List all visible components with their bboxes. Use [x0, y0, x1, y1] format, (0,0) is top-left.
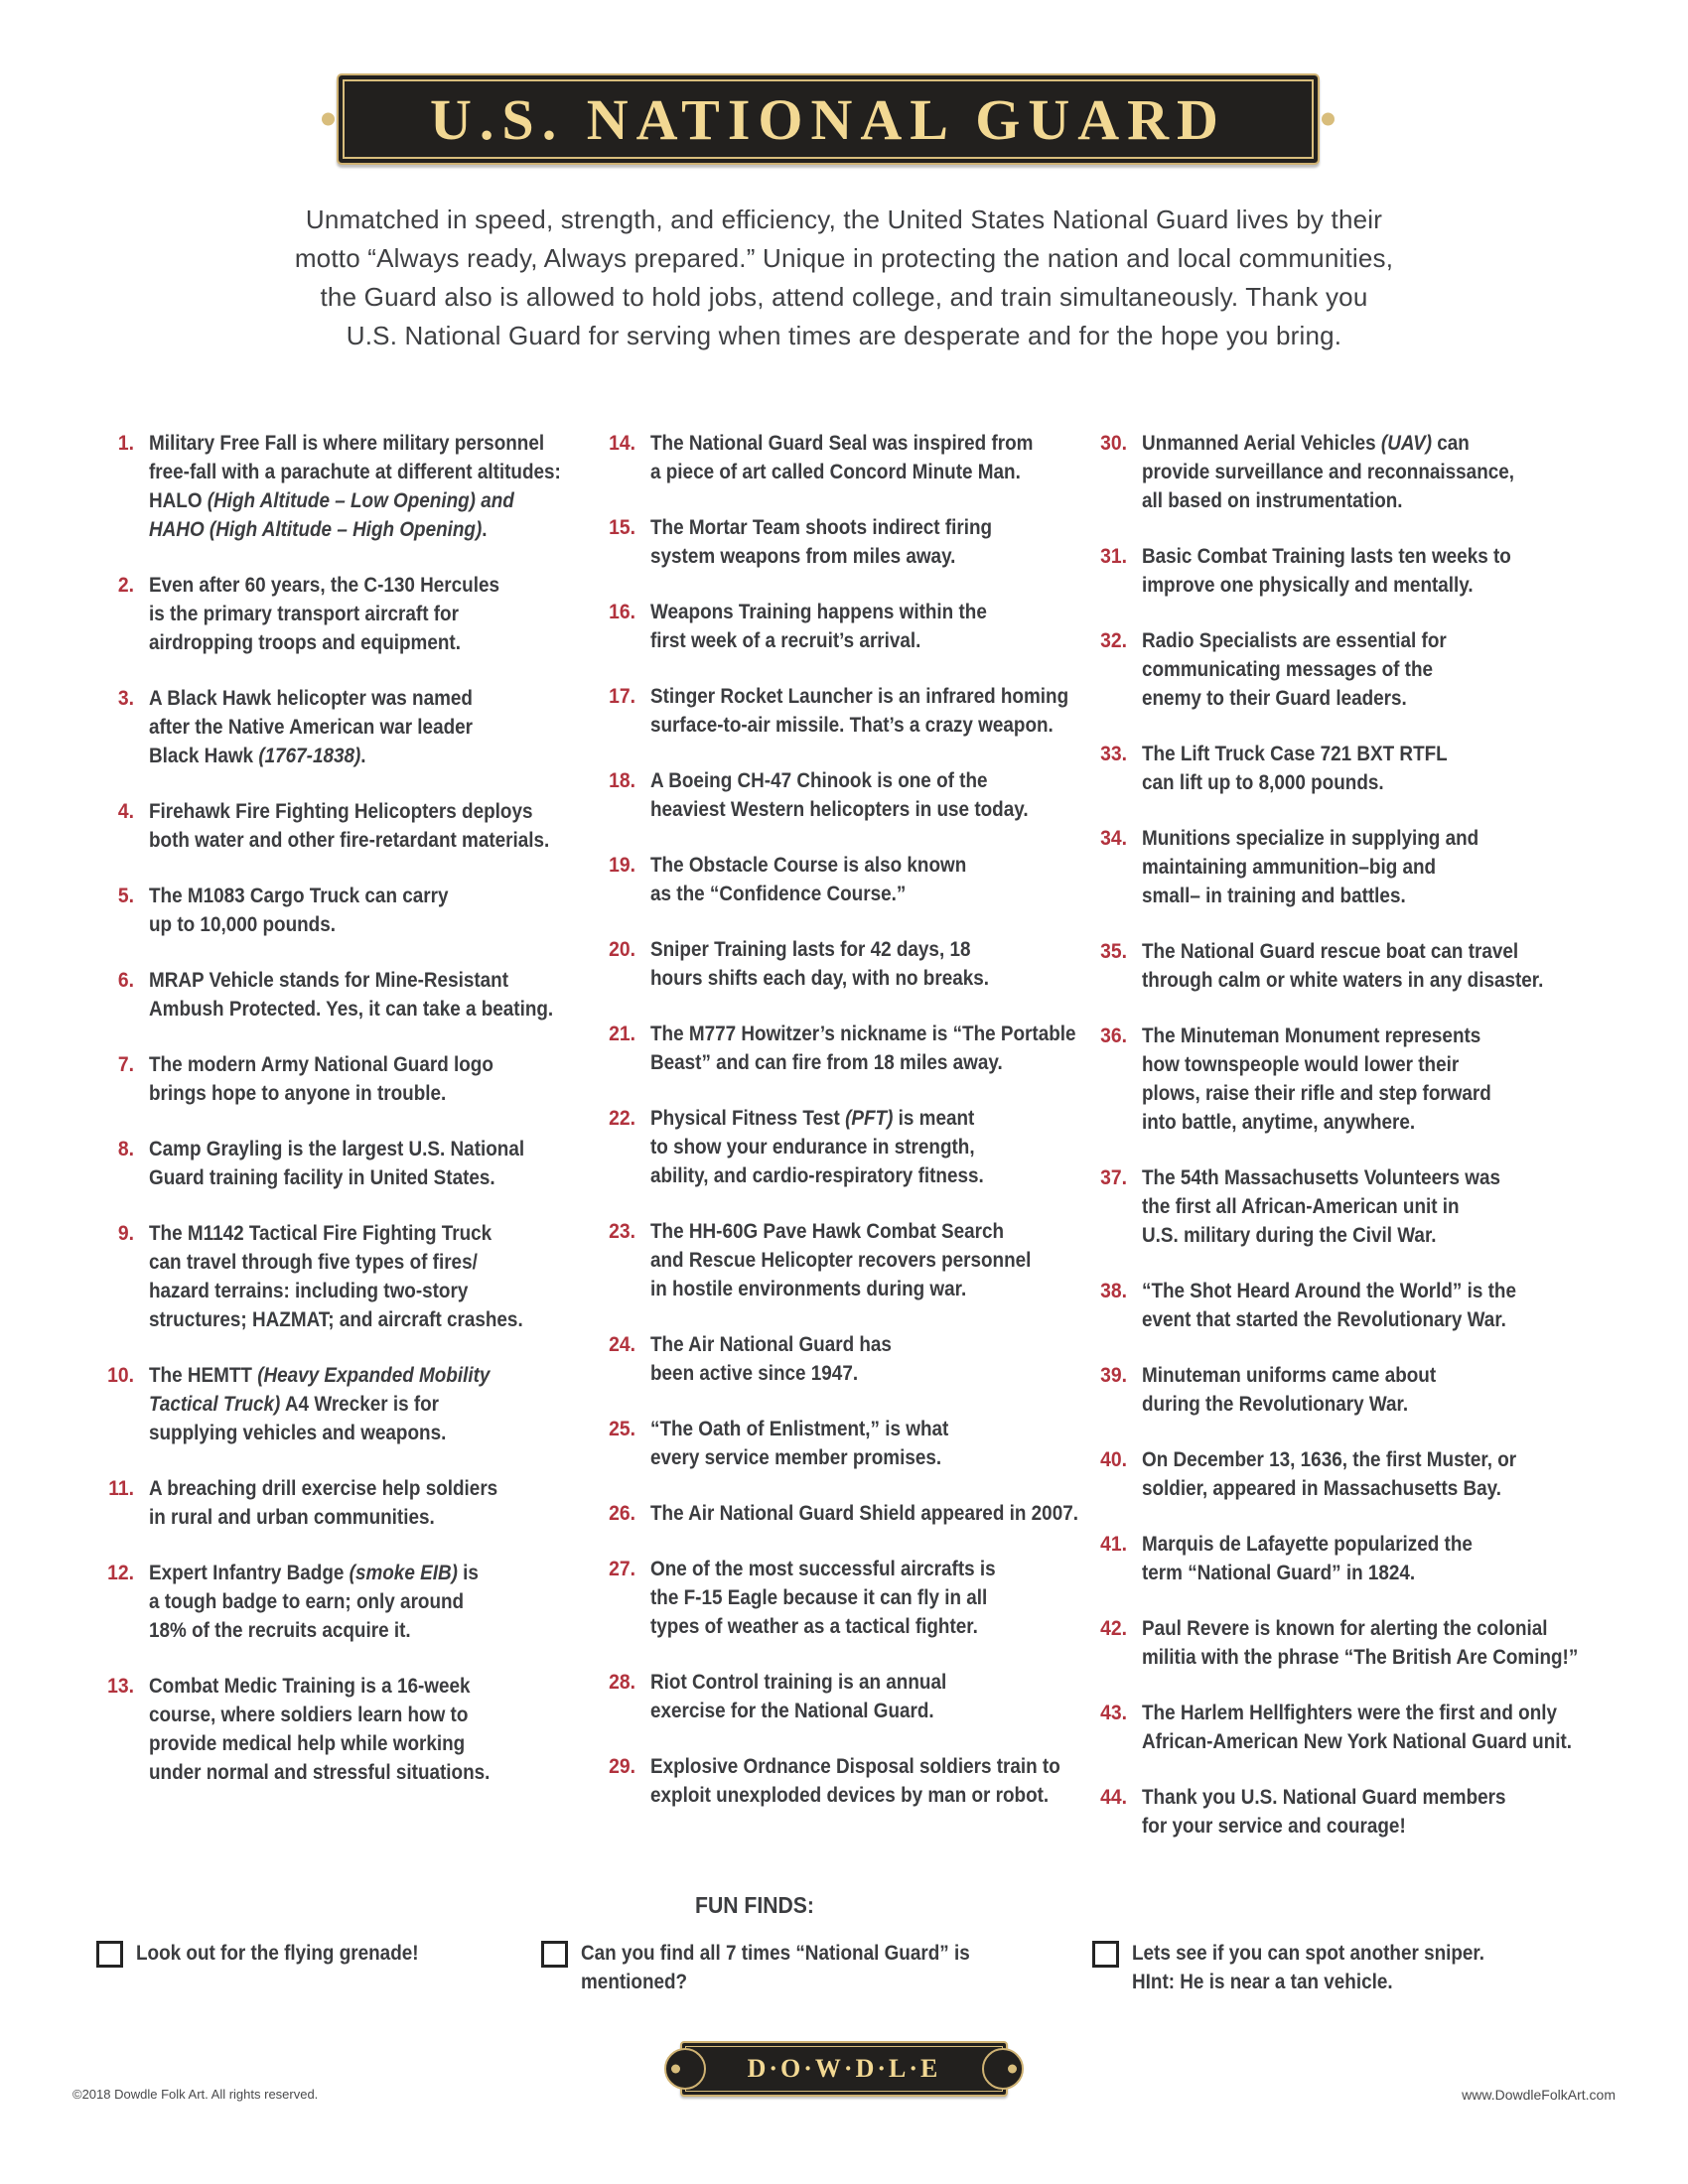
fact-text-line: communicating messages of the: [1142, 658, 1434, 681]
fact-text-line: both water and other fire-retardant materials.: [149, 829, 550, 852]
fact-number: 19.: [609, 854, 635, 877]
fact-number: 36.: [1100, 1024, 1127, 1047]
fun-find-item: [541, 1939, 1013, 1996]
fact-text-line: free-fall with a parachute at different altitudes:: [149, 461, 561, 483]
fact-text-line: African-American New York National Guard unit.: [1142, 1730, 1573, 1753]
fact-text-line: Physical Fitness Test (PFT) is meant: [650, 1107, 975, 1130]
fact-text-line: Even after 60 years, the C-130 Hercules: [149, 574, 499, 597]
fact-number: 37.: [1100, 1166, 1127, 1189]
fact-text-line: The National Guard rescue boat can travel: [1142, 940, 1519, 963]
facts-column-3: [1072, 429, 1626, 1867]
fact-text-line: Weapons Training happens within the: [650, 601, 987, 623]
fact-number: 38.: [1100, 1280, 1127, 1302]
fact-text: [650, 598, 1024, 655]
fact-text: [650, 1330, 918, 1388]
intro-paragraph: [0, 201, 1688, 355]
fact-item: [1072, 824, 1626, 910]
fact-text: [149, 571, 538, 657]
fact-text-line: during the Revolutionary War.: [1142, 1393, 1409, 1416]
fact-text-line: The M1083 Cargo Truck can carry: [149, 885, 449, 907]
fact-text-line: The M1142 Tactical Fire Fighting Truck: [149, 1222, 492, 1245]
fact-number: 6.: [117, 969, 134, 992]
fact-text-line: The Lift Truck Case 721 BXT RTFL: [1142, 743, 1448, 765]
fact-text-line: Black Hawk (1767-1838).: [149, 745, 366, 767]
fact-text: [1142, 1445, 1558, 1503]
fact-text-line: The Air National Guard has: [650, 1333, 892, 1356]
fact-text-line: enemy to their Guard leaders.: [1142, 687, 1407, 710]
fact-text-line: A Boeing CH-47 Chinook is one of the: [650, 769, 988, 792]
fact-number: 34.: [1100, 827, 1127, 850]
fact-text: [149, 1672, 528, 1787]
fact-number: 15.: [609, 516, 635, 539]
fact-text-line: provide medical help while working: [149, 1732, 466, 1755]
fact-text-line: brings hope to anyone in trouble.: [149, 1082, 447, 1105]
fact-item: [84, 1361, 607, 1447]
website-url: www.DowdleFolkArt.com: [1462, 2087, 1616, 2103]
fact-text-line: maintaining ammunition–big and: [1142, 856, 1437, 879]
fact-text-line: HALO (High Altitude – Low Opening) and: [149, 489, 514, 512]
fact-text-line: up to 10,000 pounds.: [149, 913, 336, 936]
fact-text-line: Guard training facility in United States.: [149, 1166, 495, 1189]
fact-item: [586, 935, 1126, 993]
facts-column-2: [586, 429, 1126, 1837]
fun-find-text-line: Can you find all 7 times “National Guard” is: [581, 1942, 970, 1965]
fact-text-line: Radio Specialists are essential for: [1142, 629, 1447, 652]
fact-text-line: in rural and urban communities.: [149, 1506, 435, 1529]
fact-item: [586, 1668, 1126, 1725]
fact-text-line: Stinger Rocket Launcher is an infrared homing: [650, 685, 1069, 708]
fact-text-line: exercise for the National Guard.: [650, 1700, 934, 1722]
fact-text-line: Marquis de Lafayette popularized the: [1142, 1533, 1473, 1556]
fact-text-line: through calm or white waters in any disaster.: [1142, 969, 1544, 992]
fact-text: [650, 682, 1115, 740]
fact-text-line: soldier, appeared in Massachusetts Bay.: [1142, 1477, 1502, 1500]
fact-text-line: airdropping troops and equipment.: [149, 631, 461, 654]
fact-text-line: exploit unexploded devices by man or robot.: [650, 1784, 1050, 1807]
fact-number: 7.: [117, 1053, 134, 1076]
fact-number: 3.: [117, 687, 134, 710]
fact-number: 31.: [1100, 545, 1127, 568]
fact-text-line: Firehawk Fire Fighting Helicopters deploys: [149, 800, 533, 823]
fact-number: 11.: [108, 1477, 134, 1500]
fact-text-line: The Obstacle Course is also known: [650, 854, 967, 877]
fact-number: 20.: [609, 938, 635, 961]
fact-text: [1142, 542, 1552, 600]
fact-item: [84, 882, 607, 939]
fact-number: 43.: [1100, 1702, 1127, 1724]
fact-text-line: Sniper Training lasts for 42 days, 18: [650, 938, 971, 961]
fact-text-line: Beast” and can fire from 18 miles away.: [650, 1051, 1003, 1074]
fact-item: [1072, 1445, 1626, 1503]
fact-item: [1072, 626, 1626, 713]
fact-number: 5.: [117, 885, 134, 907]
fact-item: [84, 966, 607, 1024]
fact-item: [586, 1415, 1126, 1472]
fact-number: 41.: [1100, 1533, 1127, 1556]
fact-text: [1142, 1361, 1469, 1419]
fact-text-line: A breaching drill exercise help soldiers: [149, 1477, 498, 1500]
fact-text: [1142, 1699, 1619, 1756]
fact-text-line: types of weather as a tactical fighter.: [650, 1615, 978, 1638]
fact-item: [586, 1330, 1126, 1388]
fact-text: [1142, 1614, 1626, 1672]
fact-text: [650, 1104, 1021, 1190]
fun-find-checkbox[interactable]: [96, 1941, 123, 1968]
fact-text-line: system weapons from miles away.: [650, 545, 956, 568]
fact-text-line: surface-to-air missile. That’s a crazy weapon.: [650, 714, 1054, 737]
fact-text: [650, 1555, 1034, 1641]
fact-item: [586, 513, 1126, 571]
fact-text: [1142, 1277, 1558, 1334]
fact-text: [1142, 1530, 1509, 1587]
fact-text-line: Paul Revere is known for alerting the colonial: [1142, 1617, 1548, 1640]
fact-text-line: been active since 1947.: [650, 1362, 859, 1385]
fact-item: [84, 1050, 607, 1108]
fact-text-line: The Mortar Team shoots indirect firing: [650, 516, 993, 539]
logo-right-ornament-icon: [1008, 2065, 1017, 2074]
fact-number: 29.: [609, 1755, 635, 1778]
fact-item: [586, 1499, 1126, 1528]
fact-text-line: On December 13, 1636, the first Muster, or: [1142, 1448, 1517, 1471]
fact-item: [1072, 429, 1626, 515]
fact-text-line: Camp Grayling is the largest U.S. National: [149, 1138, 525, 1160]
fact-text: [650, 1752, 1106, 1810]
fact-number: 30.: [1100, 432, 1127, 455]
fact-text-line: course, where soldiers learn how to: [149, 1704, 469, 1726]
fact-text-line: into battle, anytime, anywhere.: [1142, 1111, 1416, 1134]
fact-item: [84, 684, 607, 770]
fact-text-line: Riot Control training is an annual: [650, 1671, 947, 1694]
fact-item: [586, 851, 1126, 908]
fact-text-line: Basic Combat Training lasts ten weeks to: [1142, 545, 1511, 568]
dowdle-logo: [680, 2041, 1008, 2097]
facts-column-1: [84, 429, 607, 1814]
fact-text-line: Combat Medic Training is a 16-week: [149, 1675, 471, 1698]
fact-text-line: for your service and courage!: [1142, 1815, 1406, 1838]
fact-text-line: every service member promises.: [650, 1446, 942, 1469]
fact-item: [1072, 1163, 1626, 1250]
fact-number: 24.: [609, 1333, 635, 1356]
fact-text: [149, 1361, 528, 1447]
fact-text-line: “The Shot Heard Around the World” is the: [1142, 1280, 1516, 1302]
fact-text-line: MRAP Vehicle stands for Mine-Resistant: [149, 969, 508, 992]
fact-text-line: hazard terrains: including two-story: [149, 1280, 469, 1302]
fact-text-line: in hostile environments during war.: [650, 1278, 967, 1300]
fact-text: [149, 1474, 536, 1532]
fact-number: 44.: [1100, 1786, 1127, 1809]
fact-number: 27.: [609, 1558, 635, 1580]
fact-text-line: can lift up to 8,000 pounds.: [1142, 771, 1384, 794]
fact-item: [586, 1555, 1126, 1641]
fact-text-line: The Harlem Hellfighters were the first and only: [1142, 1702, 1558, 1724]
fact-text-line: heaviest Western helicopters in use today.: [650, 798, 1029, 821]
fact-item: [84, 1219, 607, 1334]
fact-item: [586, 1020, 1126, 1077]
fact-text-line: term “National Guard” in 1824.: [1142, 1562, 1416, 1584]
fact-text-line: Ambush Protected. Yes, it can take a beating.: [149, 998, 554, 1021]
intro-line: U.S. National Guard for serving when times are desperate and for the hope you bring.: [346, 321, 1342, 350]
dowdle-logo-text: D·O·W·D·L·E: [747, 2054, 941, 2083]
fun-find-checkbox[interactable]: [1092, 1941, 1119, 1968]
title-banner: [337, 73, 1320, 165]
fact-text: [1142, 429, 1556, 515]
fact-item: [586, 598, 1126, 655]
fact-text-line: One of the most successful aircrafts is: [650, 1558, 996, 1580]
fact-text: [149, 797, 594, 855]
fact-number: 33.: [1100, 743, 1127, 765]
fact-text-line: the F-15 Eagle because it can fly in all: [650, 1586, 988, 1609]
fact-number: 40.: [1100, 1448, 1127, 1471]
fact-text-line: first week of a recruit’s arrival.: [650, 629, 921, 652]
fun-find-text: [136, 1939, 450, 1968]
intro-line: the Guard also is allowed to hold jobs, attend college, and train simultaneously. Thank you: [320, 282, 1368, 312]
fact-text-line: plows, raise their rifle and step forward: [1142, 1082, 1491, 1105]
fact-text-line: Military Free Fall is where military personnel: [149, 432, 545, 455]
fact-text-line: a tough badge to earn; only around: [149, 1590, 465, 1613]
fact-text: [1142, 626, 1480, 713]
fact-number: 26.: [609, 1502, 635, 1525]
fact-number: 39.: [1100, 1364, 1127, 1387]
fact-item: [84, 571, 607, 657]
fact-text-line: “The Oath of Enlistment,” is what: [650, 1418, 949, 1440]
fact-text: [650, 513, 1030, 571]
fact-number: 21.: [609, 1023, 635, 1045]
fun-find-checkbox[interactable]: [541, 1941, 568, 1968]
fact-text-line: Expert Infantry Badge (smoke EIB) is: [149, 1562, 479, 1584]
fact-item: [84, 429, 607, 544]
fact-text-line: how townspeople would lower their: [1142, 1053, 1460, 1076]
fact-text-line: all based on instrumentation.: [1142, 489, 1403, 512]
fact-text-line: The HEMTT (Heavy Expanded Mobility: [149, 1364, 491, 1387]
fact-text-line: militia with the phrase “The British Are Coming!”: [1142, 1646, 1579, 1669]
fun-find-item: [96, 1939, 450, 1968]
fact-item: [1072, 1783, 1626, 1841]
fact-item: [586, 1104, 1126, 1190]
fact-text-line: The 54th Massachusetts Volunteers was: [1142, 1166, 1500, 1189]
fact-text: [1142, 1783, 1546, 1841]
fact-text: [650, 766, 1070, 824]
fact-text: [149, 684, 508, 770]
fact-number: 18.: [609, 769, 635, 792]
fact-item: [1072, 1277, 1626, 1334]
fact-text-line: 18% of the recruits acquire it.: [149, 1619, 411, 1642]
fun-find-text-line: HInt: He is near a tan vehicle.: [1132, 1971, 1393, 1993]
fact-number: 14.: [609, 432, 635, 455]
fact-text: [149, 1219, 565, 1334]
fact-number: 4.: [117, 800, 134, 823]
fact-number: 32.: [1100, 629, 1127, 652]
fact-text-line: U.S. military during the Civil War.: [1142, 1224, 1437, 1247]
fact-text-line: Unmanned Aerial Vehicles (UAV) can: [1142, 432, 1470, 455]
fact-item: [586, 766, 1126, 824]
fact-number: 1.: [117, 432, 134, 455]
fun-find-text: [1132, 1939, 1523, 1996]
fact-text-line: is the primary transport aircraft for: [149, 603, 459, 625]
fact-text: [1142, 1163, 1540, 1250]
fact-text: [1142, 740, 1481, 797]
fact-item: [1072, 1530, 1626, 1587]
fact-text-line: The modern Army National Guard logo: [149, 1053, 493, 1076]
fact-number: 42.: [1100, 1617, 1127, 1640]
fact-text: [1142, 937, 1588, 995]
fact-text-line: the first all African-American unit in: [1142, 1195, 1460, 1218]
fact-item: [1072, 740, 1626, 797]
fact-text: [650, 1499, 1126, 1528]
fact-number: 23.: [609, 1220, 635, 1243]
fact-text-line: can travel through five types of fires/: [149, 1251, 478, 1274]
fact-text-line: after the Native American war leader: [149, 716, 473, 739]
fun-finds-heading: FUN FINDS:: [695, 1892, 814, 1918]
fact-text-line: A Black Hawk helicopter was named: [149, 687, 473, 710]
fact-number: 25.: [609, 1418, 635, 1440]
fact-item: [586, 1752, 1126, 1810]
fact-item: [1072, 1614, 1626, 1672]
fact-item: [84, 1559, 607, 1645]
page-title: U.S. NATIONAL GUARD: [430, 86, 1226, 152]
fact-text: [149, 966, 598, 1024]
fun-find-text-line: Look out for the flying grenade!: [136, 1942, 419, 1965]
fact-text-line: provide surveillance and reconnaissance,: [1142, 461, 1515, 483]
fact-item: [84, 1672, 607, 1787]
fact-text: [149, 1050, 531, 1108]
fact-text-line: a piece of art called Concord Minute Man.: [650, 461, 1021, 483]
fact-item: [1072, 1022, 1626, 1137]
fact-text-line: under normal and stressful situations.: [149, 1761, 491, 1784]
fact-text-line: Minuteman uniforms came about: [1142, 1364, 1437, 1387]
fact-text-line: hours shifts each day, with no breaks.: [650, 967, 989, 990]
fact-text: [149, 882, 482, 939]
fact-number: 16.: [609, 601, 635, 623]
fact-item: [1072, 937, 1626, 995]
fact-text-line: Tactical Truck) A4 Wrecker is for: [149, 1393, 440, 1416]
intro-line: Unmatched in speed, strength, and efficiency, the United States National Guard lives by their: [305, 205, 1383, 234]
fact-number: 22.: [609, 1107, 635, 1130]
fact-number: 28.: [609, 1671, 635, 1694]
fact-number: 12.: [107, 1562, 134, 1584]
fact-text-line: The Minuteman Monument represents: [1142, 1024, 1481, 1047]
fact-text-line: supplying vehicles and weapons.: [149, 1422, 447, 1444]
fact-item: [84, 797, 607, 855]
fact-text-line: The HH-60G Pave Hawk Combat Search: [650, 1220, 1005, 1243]
fact-text: [650, 429, 1075, 486]
fact-number: 10.: [107, 1364, 134, 1387]
fact-text-line: Explosive Ordnance Disposal soldiers train to: [650, 1755, 1060, 1778]
fact-text-line: ability, and cardio-respiratory fitness.: [650, 1164, 984, 1187]
fact-text: [149, 1559, 515, 1645]
fact-number: 13.: [107, 1675, 134, 1698]
fact-item: [586, 682, 1126, 740]
fact-number: 2.: [117, 574, 134, 597]
fact-text: [650, 1217, 1073, 1303]
fact-text-line: The M777 Howitzer’s nickname is “The Portable: [650, 1023, 1076, 1045]
banner-left-ornament-icon: [322, 113, 335, 126]
fact-number: 8.: [117, 1138, 134, 1160]
fact-item: [1072, 1361, 1626, 1419]
fact-text: [650, 935, 1027, 993]
fact-text-line: structures; HAZMAT; and aircraft crashes.: [149, 1308, 523, 1331]
intro-line: motto “Always ready, Always prepared.” Unique in protecting the nation and local communities,: [294, 243, 1394, 273]
fact-number: 9.: [117, 1222, 134, 1245]
fun-find-text-line: Lets see if you can spot another sniper.: [1132, 1942, 1484, 1965]
fact-item: [84, 1135, 607, 1192]
fact-item: [84, 1474, 607, 1532]
fact-number: 35.: [1100, 940, 1127, 963]
fact-item: [586, 1217, 1126, 1303]
fact-text-line: Munitions specialize in supplying and: [1142, 827, 1479, 850]
fact-text: [1142, 824, 1516, 910]
fact-text: [149, 1135, 566, 1192]
fact-item: [1072, 542, 1626, 600]
fact-text-line: as the “Confidence Course.”: [650, 883, 907, 905]
fact-text-line: and Rescue Helicopter recovers personnel: [650, 1249, 1032, 1272]
copyright-text: ©2018 Dowdle Folk Art. All rights reserved.: [72, 2087, 319, 2102]
fact-text-line: Thank you U.S. National Guard members: [1142, 1786, 1506, 1809]
fact-text: [650, 1415, 982, 1472]
fact-text-line: small– in training and battles.: [1142, 885, 1406, 907]
fun-find-text: [581, 1939, 1013, 1996]
fact-text: [1142, 1022, 1530, 1137]
fact-text-line: The National Guard Seal was inspired from: [650, 432, 1034, 455]
fact-number: 17.: [609, 685, 635, 708]
fact-text-line: The Air National Guard Shield appeared in 2007.: [650, 1502, 1078, 1525]
fact-text-line: event that started the Revolutionary War.: [1142, 1308, 1506, 1331]
fact-text-line: improve one physically and mentally.: [1142, 574, 1474, 597]
fact-text-line: to show your endurance in strength,: [650, 1136, 975, 1159]
banner-right-ornament-icon: [1322, 113, 1335, 126]
fact-text-line: HAHO (High Altitude – High Opening).: [149, 518, 488, 541]
fact-item: [586, 429, 1126, 486]
fact-text: [149, 429, 607, 544]
fact-text: [650, 851, 1002, 908]
fact-item: [1072, 1699, 1626, 1756]
fact-text: [650, 1020, 1123, 1077]
logo-left-ornament-icon: [671, 2065, 680, 2074]
fact-text: [650, 1668, 979, 1725]
fun-find-item: [1092, 1939, 1523, 1996]
fun-find-text-line: mentioned?: [581, 1971, 688, 1993]
